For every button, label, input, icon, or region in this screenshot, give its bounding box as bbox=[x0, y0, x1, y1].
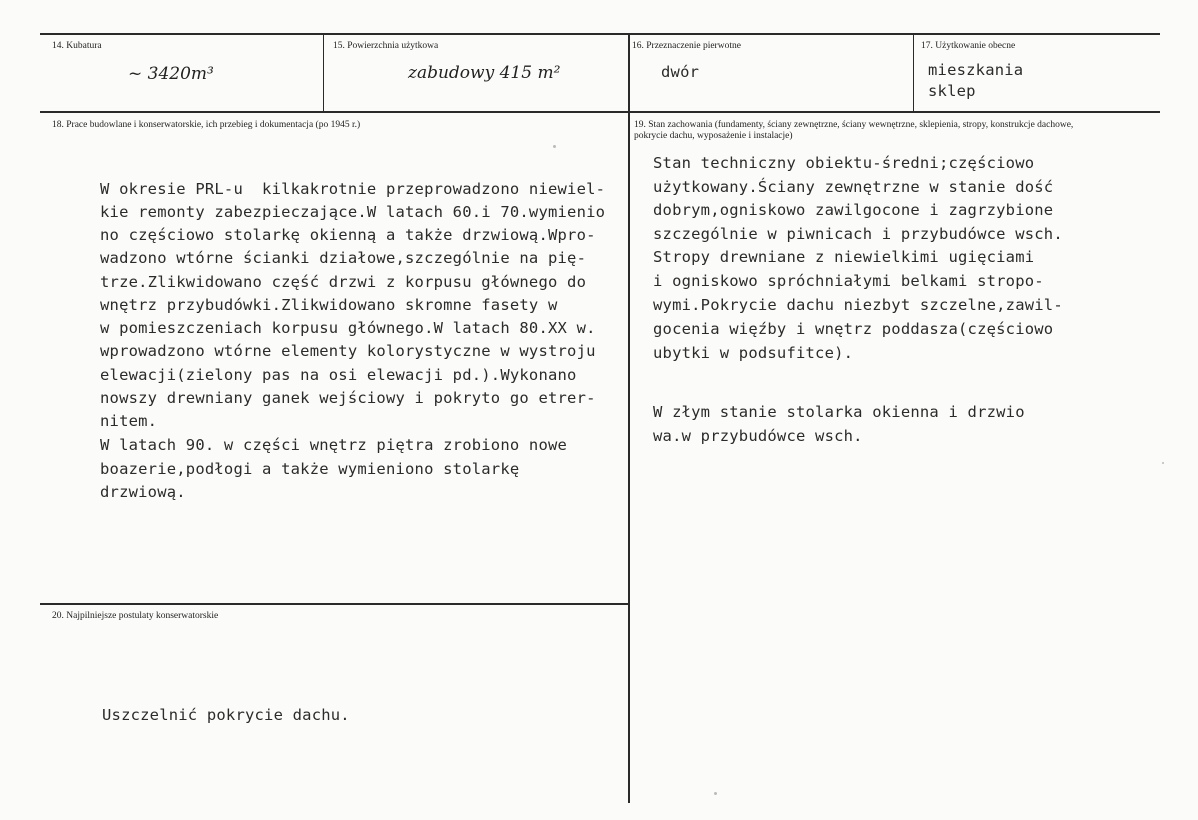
stan-line: wa.w przybudówce wsch. bbox=[653, 427, 863, 445]
scan-speck bbox=[553, 145, 556, 148]
scan-speck bbox=[1162, 462, 1164, 464]
prace-line: wprowadzono wtórne elementy kolorystyczne w wystroju bbox=[100, 342, 596, 360]
col-divider-center bbox=[628, 33, 630, 803]
stan-line: dobrym,ogniskowo zawilgocone i zagrzybione bbox=[653, 201, 1054, 219]
uzytkowanie-label: 17. Użytkowanie obecne bbox=[921, 41, 1016, 51]
stan-line: gocenia więźby i wnętrz poddasza(częściowo bbox=[653, 320, 1054, 338]
prace-line: no częściowo stolarkę okienną a także drzwiową.Wpro- bbox=[100, 226, 596, 244]
left-divider-line bbox=[40, 603, 629, 605]
prace-line: boazerie,podłogi a także wymieniono stolarkę bbox=[100, 460, 520, 478]
prace-line: kie remonty zabezpieczające.W latach 60.i 70.wymienio bbox=[100, 203, 606, 221]
prace-line: elewacji(zielony pas na osi elewacji pd.).Wykonano bbox=[100, 366, 577, 384]
prace-line: drzwiową. bbox=[100, 483, 186, 501]
prace-line: wnętrz przybudówki.Zlikwidowano skromne fasety w bbox=[100, 296, 558, 314]
stan-line: W złym stanie stolarka okienna i drzwio bbox=[653, 403, 1025, 421]
stan-line: ubytki w podsufitce). bbox=[653, 344, 854, 362]
col-divider-1 bbox=[323, 33, 324, 112]
przeznaczenie-label: 16. Przeznaczenie pierwotne bbox=[632, 41, 741, 51]
top-border-line bbox=[40, 33, 1160, 35]
prace-line: w pomieszczeniach korpusu głównego.W latach 80.XX w. bbox=[100, 319, 596, 337]
kubatura-value: ~ 3420m³ bbox=[128, 64, 214, 84]
stan-line: Stan techniczny obiektu-średni;częściowo bbox=[653, 154, 1035, 172]
stan-line: Stropy drewniane z niewielkimi ugięciami bbox=[653, 248, 1035, 266]
powierzchnia-value: zabudowy 415 m² bbox=[408, 63, 561, 83]
stan-line: wymi.Pokrycie dachu niezbyt szczelne,zawil- bbox=[653, 296, 1063, 314]
stan-label-2: pokrycie dachu, wyposażenie i instalacje) bbox=[634, 131, 793, 141]
przeznaczenie-value: dwór bbox=[661, 63, 700, 81]
prace-line: W latach 90. w części wnętrz piętra zrobiono nowe bbox=[100, 436, 568, 454]
prace-line: nitem. bbox=[100, 412, 158, 430]
postulaty-label: 20. Najpilniejsze postulaty konserwatorskie bbox=[52, 611, 219, 621]
scan-speck bbox=[714, 792, 717, 795]
stan-line: szczególnie w piwnicach i przybudówce wsch. bbox=[653, 225, 1063, 243]
row-divider-line bbox=[40, 111, 1160, 113]
stan-line: i ogniskowo spróchniałymi belkami stropo- bbox=[653, 272, 1044, 290]
prace-line: nowszy drewniany ganek wejściowy i pokryto go etrer- bbox=[100, 389, 596, 407]
postulaty-value: Uszczelnić pokrycie dachu. bbox=[102, 706, 350, 724]
col-divider-3 bbox=[913, 33, 914, 112]
prace-line: W okresie PRL-u kilkakrotnie przeprowadzono niewiel- bbox=[100, 180, 606, 198]
uzytkowanie-line-2: sklep bbox=[928, 82, 976, 100]
kubatura-label: 14. Kubatura bbox=[52, 41, 102, 51]
stan-label-1: 19. Stan zachowania (fundamenty, ściany zewnętrzne, ściany wewnętrzne, sklepienia, stropy, konstrukcje dachowe, bbox=[634, 120, 1074, 130]
powierzchnia-label: 15. Powierzchnia użytkowa bbox=[333, 41, 439, 51]
prace-label: 18. Prace budowlane i konserwatorskie, ich przebieg i dokumentacja (po 1945 r.) bbox=[52, 120, 361, 130]
prace-line: trze.Zlikwidowano część drzwi z korpusu głównego do bbox=[100, 273, 587, 291]
stan-line: użytkowany.Ściany zewnętrzne w stanie dość bbox=[653, 178, 1054, 196]
uzytkowanie-line-1: mieszkania bbox=[928, 61, 1024, 79]
prace-line: wadzono wtórne ścianki działowe,szczególnie na pię- bbox=[100, 249, 587, 267]
